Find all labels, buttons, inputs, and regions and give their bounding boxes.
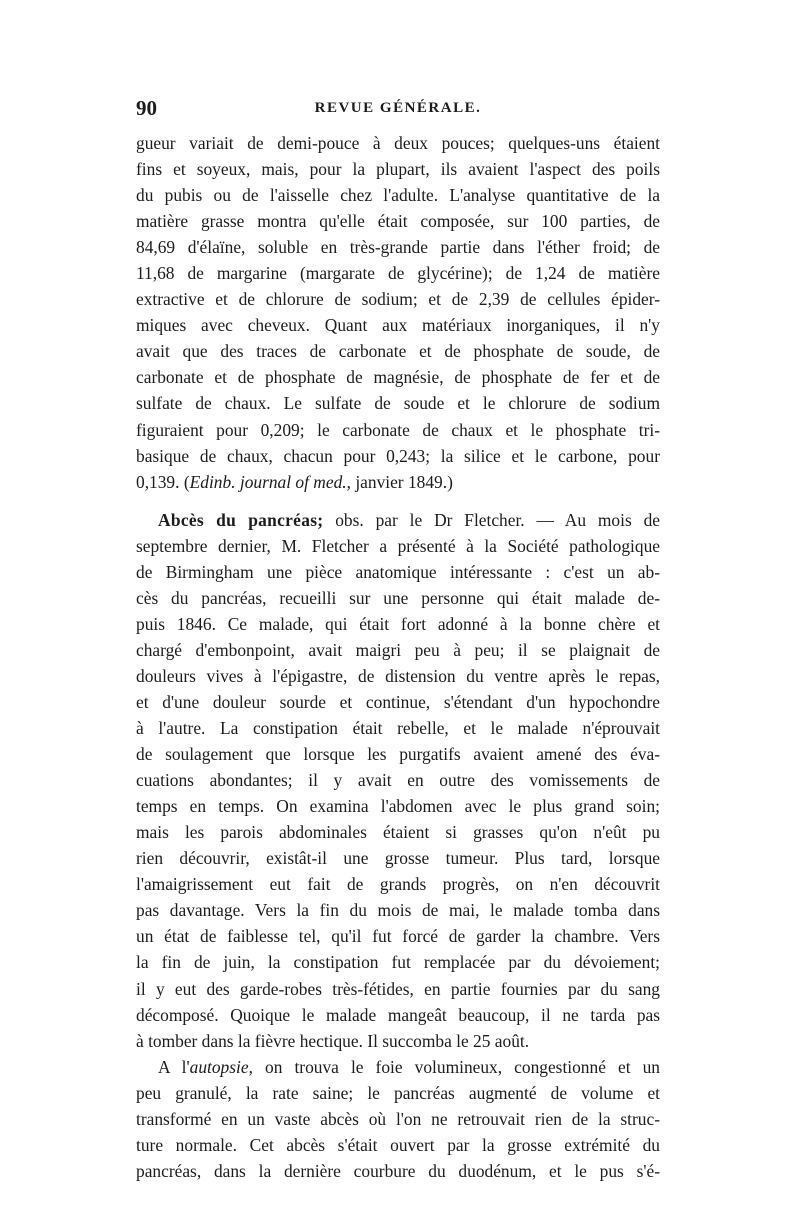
- text-line: et d'une douleur sourde et continue, s'étendant d'un hypochondre: [136, 691, 660, 712]
- text-line: miques avec cheveux. Quant aux matériaux inorganiques, il n'y: [136, 315, 660, 336]
- text-line: transformé en un vaste abcès où l'on ne retrouvait rien de la struc-: [136, 1108, 660, 1129]
- text-line: sulfate de chaux. Le sulfate de soude et le chlorure de sodium: [136, 393, 660, 414]
- text-line: un état de faiblesse tel, qu'il fut forcé de garder la chambre. Vers: [136, 926, 660, 947]
- text-line: gueur variait de demi-pouce à deux pouces; quelques-uns étaient: [136, 133, 660, 153]
- text-line: il y eut des garde-robes très-fétides, en partie fournies par du sang: [136, 978, 660, 999]
- text-line: à tomber dans la fièvre hectique. Il succomba le 25 août.: [136, 1030, 530, 1051]
- text-line: avait que des traces de carbonate et de phosphate de soude, de: [136, 341, 660, 362]
- text-line: peu granulé, la rate saine; le pancréas augmenté de volume et: [136, 1082, 660, 1103]
- text-line: à l'autre. La constipation était rebelle, et le malade n'éprouvait: [136, 718, 660, 739]
- text-line: la fin de juin, la constipation fut remplacée par du dévoiement;: [136, 952, 660, 973]
- text-line: décomposé. Quoique le malade mangeât beaucoup, il ne tarda pas: [136, 1004, 660, 1025]
- section-lead-rest: obs. par le Dr Fletcher. — Au mois de: [323, 509, 660, 530]
- paragraph-pancreas-abscess: [136, 507, 660, 1054]
- text-line: douleurs vives à l'épigastre, de distension du ventre après le repas,: [136, 665, 660, 686]
- text-line: fins et soyeux, mais, pour la plupart, ils avaient l'aspect des poils: [136, 159, 660, 180]
- text-line: ture normale. Cet abcès s'était ouvert par la grosse extrémité du: [136, 1134, 660, 1155]
- document-page: [136, 96, 660, 1184]
- text-line: carbonate et de phosphate de magnésie, de phosphate de fer et de: [136, 367, 660, 388]
- text-line: l'amaigrissement eut fait de grands progrès, on n'en découvrit: [136, 874, 660, 895]
- citation-line: [136, 469, 660, 495]
- text-line: 11,68 de margarine (margarate de glycérine); de 1,24 de matière: [136, 263, 660, 284]
- text-line: mais les parois abdominales étaient si grasses qu'on n'eût pu: [136, 822, 660, 843]
- paragraph-autopsy: [136, 1054, 660, 1184]
- citation-prefix: 0,139. (: [136, 471, 190, 492]
- section-lead-line: [136, 507, 660, 533]
- text-line: 84,69 d'élaïne, soluble en très-grande partie dans l'éther froid; de: [136, 237, 660, 258]
- text-line: pas davantage. Vers la fin du mois de mai, le malade tomba dans: [136, 900, 660, 921]
- text-line: de Birmingham une pièce anatomique intéressante : c'est un ab-: [136, 561, 660, 582]
- text-line: cuations abondantes; il y avait en outre des vomissements de: [136, 770, 660, 791]
- text-line: pancréas, dans la dernière courbure du duodénum, et le pus s'é-: [136, 1160, 660, 1181]
- paragraph-gap: [136, 495, 660, 507]
- autopsy-lead-rest: , on trouva le foie volumineux, congestionné et un: [248, 1056, 660, 1077]
- paragraph-analysis: [136, 130, 660, 495]
- text-line: figuraient pour 0,209; le carbonate de chaux et le phosphate tri-: [136, 419, 660, 440]
- text-line: extractive et de chlorure de sodium; et de 2,39 de cellules épider-: [136, 289, 660, 310]
- text-line: basique de chaux, chacun pour 0,243; la silice et le carbone, pour: [136, 445, 660, 466]
- text-line: cès du pancréas, recueilli sur une personne qui était malade de-: [136, 587, 660, 608]
- text-line: rien découvrir, existât-il une grosse tumeur. Plus tard, lorsque: [136, 848, 660, 869]
- citation-date: , janvier 1849.): [346, 471, 453, 492]
- page-number: 90: [136, 96, 157, 120]
- autopsy-prefix: A l': [158, 1056, 190, 1077]
- text-line: matière grasse montra qu'elle était composée, sur 100 parties, de: [136, 211, 660, 232]
- autopsy-term: autopsie: [189, 1056, 249, 1077]
- autopsy-lead-line: [136, 1054, 660, 1080]
- text-line: du pubis ou de l'aisselle chez l'adulte. L'analyse quantitative de la: [136, 185, 660, 206]
- text-line: de soulagement que lorsque les purgatifs avaient amené des éva-: [136, 744, 660, 765]
- section-heading: Abcès du pancréas;: [158, 509, 324, 530]
- text-line: septembre dernier, M. Fletcher a présenté à la Société pathologique: [136, 535, 660, 556]
- text-line: chargé d'embonpoint, avait maigri peu à peu; il se plaignait de: [136, 639, 660, 660]
- journal-citation: Edinb. journal of med.: [189, 471, 347, 492]
- running-title: REVUE GÉNÉRALE.: [314, 100, 482, 116]
- page-header: [136, 96, 660, 130]
- text-line: puis 1846. Ce malade, qui était fort adonné à la bonne chère et: [136, 613, 660, 634]
- text-line: temps en temps. On examina l'abdomen avec le plus grand soin;: [136, 796, 660, 817]
